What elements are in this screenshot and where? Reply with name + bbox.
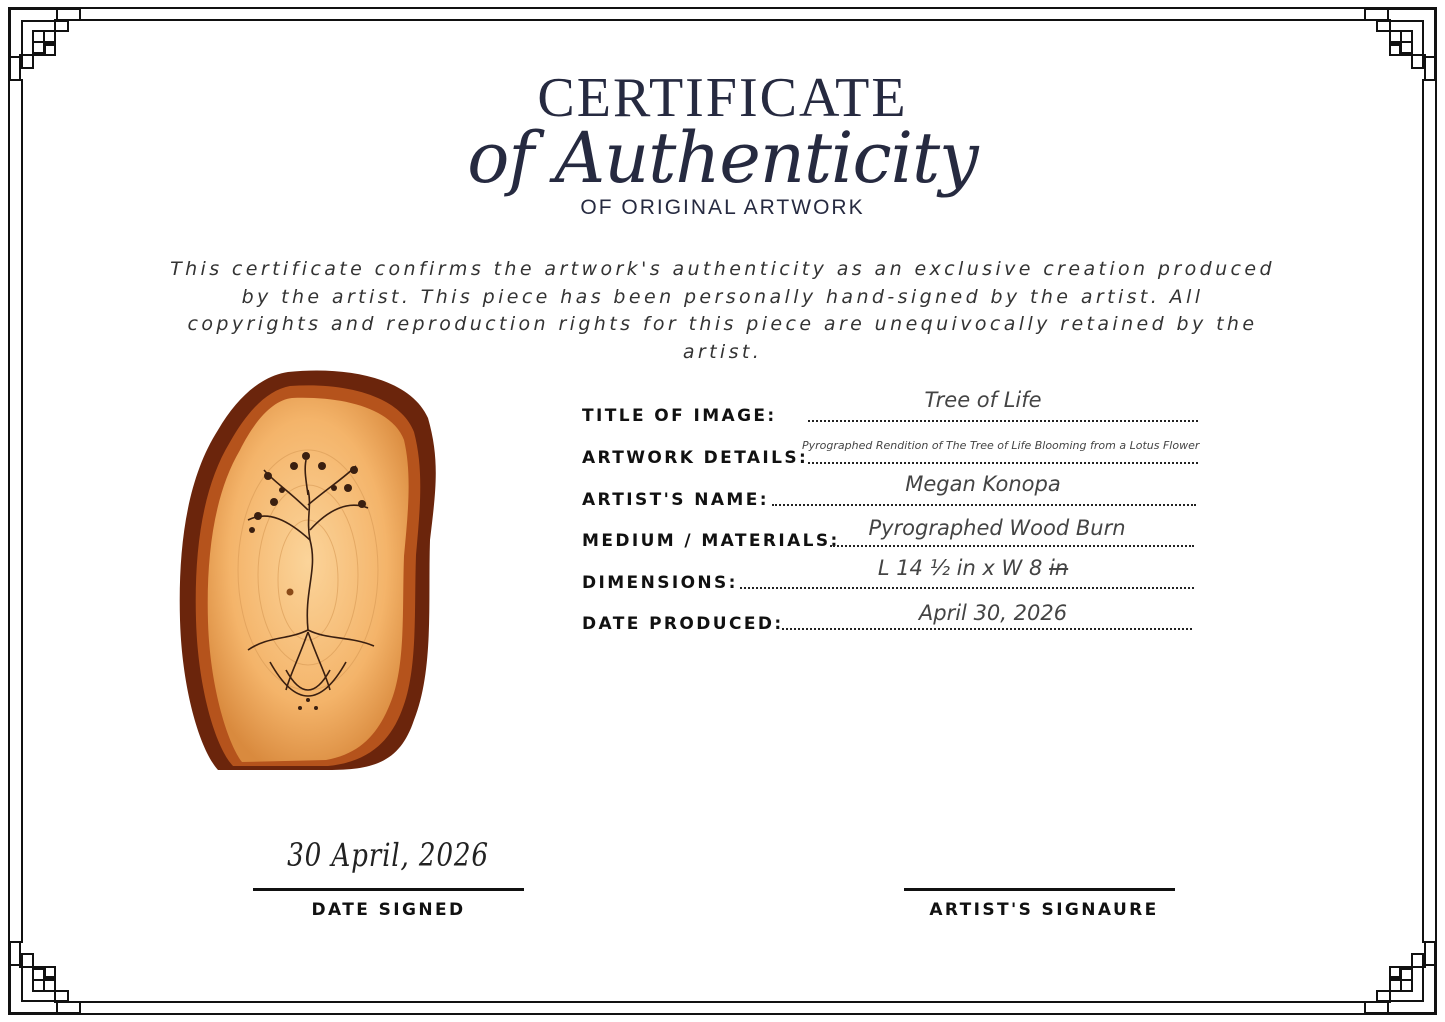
title-of-image-label: TITLE OF IMAGE:: [582, 406, 777, 426]
date-signed-block: [253, 888, 524, 928]
field-title-of-image: [582, 388, 1202, 426]
certificate-subtitle: OF ORIGINAL ARTWORK: [580, 196, 865, 219]
wood-slice-tree-of-life-image: [178, 370, 438, 770]
artist-signature-line: [904, 888, 1175, 891]
artists-name-label: ARTIST'S NAME:: [582, 490, 769, 510]
field-date-produced: [582, 601, 1202, 634]
dimensions-value-wrapper: [808, 556, 1138, 580]
dimensions-dotted-line: [740, 587, 1194, 589]
date-produced-label: DATE PRODUCED:: [582, 614, 784, 634]
medium-dotted-line: [830, 545, 1194, 547]
date-produced-value: April 30, 2026: [918, 601, 1068, 625]
title-of-image-value: Tree of Life: [924, 388, 1042, 412]
dimensions-label: DIMENSIONS:: [582, 573, 738, 593]
field-artwork-details: [582, 438, 1202, 468]
artwork-details-value: Pyrographed Rendition of The Tree of Life Blooming from a Lotus Flower: [802, 439, 1200, 452]
title-dotted-line: [808, 420, 1198, 422]
certificate-intro-text: This certificate confirms the artwork's authenticity as an exclusive creation produced by the artist. This piece has been personally hand-signed by the artist. All copyrights and reproduction rights for this piece are unequivocally retained by the artist.: [170, 258, 1275, 363]
field-artists-name: [582, 472, 1202, 510]
date-signed-label: DATE SIGNED: [311, 900, 466, 920]
dimensions-value: L 14 ½ in x W 8: [877, 556, 1043, 580]
artist-signature-label: ARTIST'S SIGNAURE: [929, 900, 1159, 920]
date-signed-line: [253, 888, 524, 891]
date-dotted-line: [782, 628, 1192, 630]
details-dotted-line: [808, 462, 1198, 464]
artists-name-value: Megan Konopa: [905, 472, 1061, 496]
certificate-script-title: of Authenticity: [467, 117, 978, 199]
medium-materials-label: MEDIUM / MATERIALS:: [582, 531, 840, 551]
medium-materials-value: Pyrographed Wood Burn: [868, 516, 1126, 540]
artwork-details-label: ARTWORK DETAILS:: [582, 448, 809, 468]
certificate-title: CERTIFICATE: [537, 67, 908, 129]
field-dimensions: [582, 556, 1202, 593]
dimensions-struck-unit: in: [1049, 556, 1069, 580]
field-medium-materials: [582, 516, 1202, 551]
artist-signature-block: [904, 888, 1175, 928]
artist-dotted-line: [772, 504, 1196, 506]
date-signed-handwritten: 30 April, 2026: [287, 836, 489, 874]
